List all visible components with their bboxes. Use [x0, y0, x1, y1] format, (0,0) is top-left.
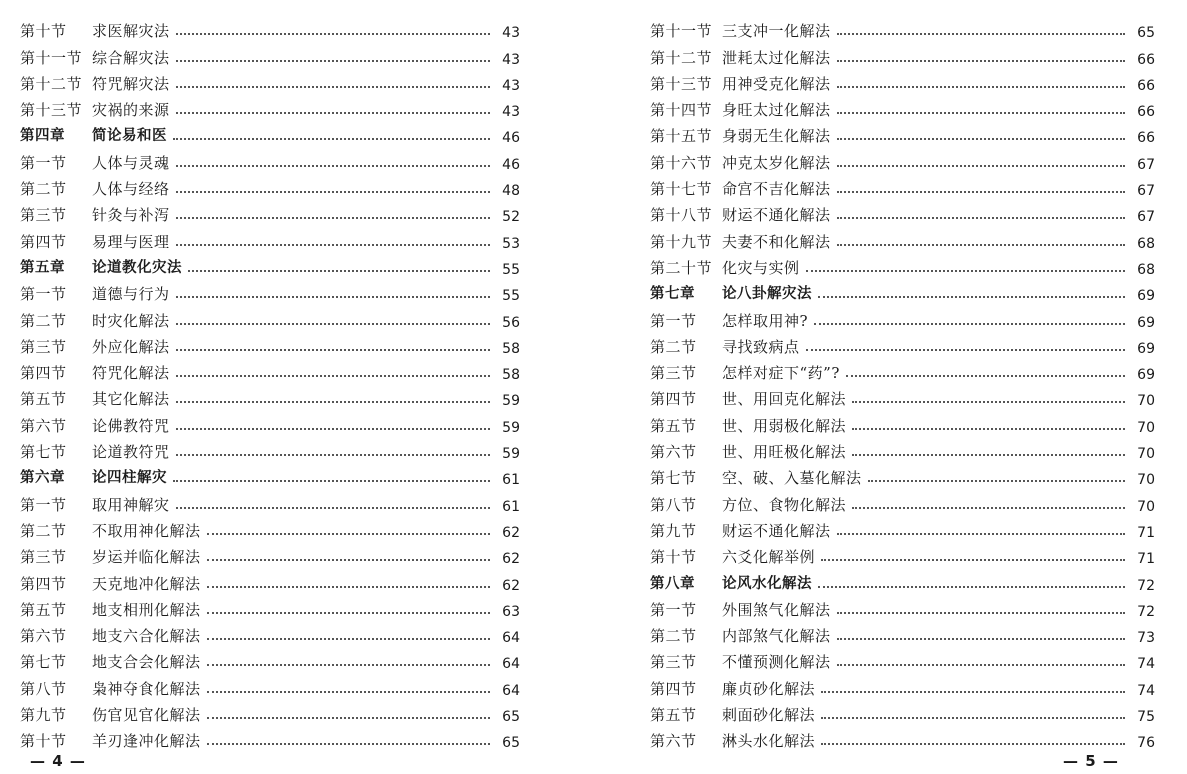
- toc-entry-title: 世、用回克化解法: [722, 390, 847, 409]
- dot-leader: [837, 244, 1125, 246]
- dot-leader: [837, 533, 1125, 535]
- toc-section-row: [650, 671, 1155, 697]
- toc-entry-number: 第四节: [20, 232, 67, 251]
- dot-leader: [837, 638, 1125, 640]
- toc-entry-page: 66: [1137, 77, 1155, 94]
- toc-entry-page: 43: [502, 25, 520, 42]
- toc-entry-title: 世、用弱极化解法: [722, 416, 847, 435]
- toc-entry-number: 第八章: [650, 575, 695, 592]
- toc-entry-page: 73: [1137, 630, 1155, 647]
- toc-entry-page: 69: [1137, 340, 1155, 357]
- dot-leader: [176, 244, 490, 246]
- toc-entry-page: 69: [1137, 314, 1155, 331]
- toc-entry-page: 65: [1137, 25, 1155, 42]
- toc-section-row: [20, 40, 520, 66]
- toc-entry-title: 化灾与实例: [722, 258, 800, 277]
- dot-leader: [176, 323, 490, 325]
- toc-entry-title: 符咒解灾法: [92, 74, 170, 93]
- toc-entry-title: 不取用神化解法: [92, 521, 201, 540]
- toc-entry-title: 泄耗太过化解法: [722, 48, 831, 67]
- toc-entry-number: 第六节: [650, 732, 697, 751]
- toc-section-row: [20, 67, 520, 93]
- toc-entry-title: 论道教符咒: [92, 443, 170, 462]
- dot-leader: [207, 533, 490, 535]
- dot-leader: [207, 743, 490, 745]
- toc-entry-number: 第七节: [20, 443, 67, 462]
- dot-leader: [852, 507, 1125, 509]
- toc-entry-number: 第十七节: [650, 180, 713, 199]
- toc-entry-page: 59: [502, 393, 520, 410]
- dot-leader: [837, 138, 1125, 140]
- toc-entry-title: 外围煞气化解法: [722, 600, 831, 619]
- toc-entry-number: 第十五节: [650, 127, 713, 146]
- dot-leader: [207, 559, 490, 561]
- toc-entry-title: 财运不通化解法: [722, 206, 831, 225]
- dot-leader: [207, 664, 490, 666]
- toc-entry-page: 63: [502, 603, 520, 620]
- toc-entry-number: 第七节: [20, 653, 67, 672]
- toc-entry-page: 68: [1137, 235, 1155, 252]
- dot-leader: [852, 428, 1125, 430]
- toc-entry-page: 53: [502, 235, 520, 252]
- toc-entry-title: 时灾化解法: [92, 311, 170, 330]
- toc-entry-title: 寻找致病点: [722, 337, 800, 356]
- toc-entry-number: 第五节: [650, 706, 697, 725]
- toc-entry-page: 72: [1137, 577, 1155, 594]
- toc-entry-title: 符咒化解法: [92, 364, 170, 383]
- toc-entry-page: 55: [502, 261, 520, 278]
- toc-section-row: [20, 645, 520, 671]
- toc-section-row: [20, 671, 520, 697]
- toc-section-row: [650, 514, 1155, 540]
- toc-entry-title: 地支相刑化解法: [92, 600, 201, 619]
- dot-leader: [176, 349, 490, 351]
- dot-leader: [176, 454, 490, 456]
- toc-entry-title: 淋头水化解法: [722, 732, 816, 751]
- toc-entry-number: 第九节: [650, 521, 697, 540]
- dot-leader: [176, 428, 490, 430]
- toc-entry-title: 针灸与补泻: [92, 206, 170, 225]
- dot-leader: [173, 480, 490, 482]
- toc-entry-page: 62: [502, 577, 520, 594]
- toc-section-row: [20, 487, 520, 513]
- toc-entry-page: 56: [502, 314, 520, 331]
- toc-entry-title: 灾祸的来源: [92, 101, 170, 120]
- toc-entry-page: 72: [1137, 603, 1155, 620]
- dot-leader: [846, 375, 1125, 377]
- dot-leader: [207, 612, 490, 614]
- toc-entry-number: 第四节: [650, 390, 697, 409]
- dot-leader: [176, 165, 490, 167]
- toc-entry-number: 第七节: [650, 469, 697, 488]
- toc-entry-number: 第十节: [20, 22, 67, 41]
- toc-entry-number: 第四节: [650, 679, 697, 698]
- toc-entry-title: 空、破、入墓化解法: [722, 469, 862, 488]
- toc-entry-page: 64: [502, 682, 520, 699]
- dot-leader: [837, 664, 1125, 666]
- toc-entry-page: 43: [502, 51, 520, 68]
- toc-entry-number: 第三节: [20, 337, 67, 356]
- toc-entry-number: 第一节: [650, 600, 697, 619]
- toc-entry-title: 三支冲一化解法: [722, 22, 831, 41]
- toc-section-row: [20, 145, 520, 171]
- toc-section-row: [20, 303, 520, 329]
- dot-leader: [176, 86, 490, 88]
- toc-section-row: [650, 619, 1155, 645]
- toc-entry-title: 外应化解法: [92, 337, 170, 356]
- dot-leader: [176, 33, 490, 35]
- toc-section-row: [20, 724, 520, 750]
- toc-list-right: [650, 14, 1155, 750]
- toc-entry-title: 论佛教符咒: [92, 416, 170, 435]
- toc-entry-number: 第三节: [20, 206, 67, 225]
- toc-chapter-row: [20, 119, 520, 145]
- toc-section-row: [650, 487, 1155, 513]
- toc-entry-page: 70: [1137, 419, 1155, 436]
- toc-entry-number: 第四节: [20, 364, 67, 383]
- dot-leader: [821, 691, 1125, 693]
- toc-section-row: [20, 408, 520, 434]
- toc-entry-page: 71: [1137, 551, 1155, 568]
- toc-entry-number: 第四章: [20, 128, 65, 145]
- toc-entry-page: 58: [502, 340, 520, 357]
- toc-entry-page: 71: [1137, 524, 1155, 541]
- toc-entry-page: 43: [502, 77, 520, 94]
- dot-leader: [821, 717, 1125, 719]
- dot-leader: [173, 138, 490, 140]
- toc-entry-number: 第二节: [650, 627, 697, 646]
- toc-section-row: [650, 435, 1155, 461]
- toc-entry-number: 第六节: [20, 627, 67, 646]
- toc-entry-page: 69: [1137, 367, 1155, 384]
- toc-entry-title: 人体与灵魂: [92, 153, 170, 172]
- dot-leader: [188, 270, 490, 272]
- toc-entry-title: 地支合会化解法: [92, 653, 201, 672]
- toc-entry-page: 74: [1137, 656, 1155, 673]
- toc-entry-title: 财运不通化解法: [722, 521, 831, 540]
- toc-entry-number: 第四节: [20, 574, 67, 593]
- dot-leader: [176, 191, 490, 193]
- toc-entry-page: 75: [1137, 709, 1155, 726]
- toc-entry-page: 70: [1137, 446, 1155, 463]
- toc-section-row: [20, 277, 520, 303]
- dot-leader: [176, 401, 490, 403]
- left-page: [20, 0, 520, 774]
- toc-entry-title: 地支六合化解法: [92, 627, 201, 646]
- toc-entry-page: 48: [502, 183, 520, 200]
- toc-entry-number: 第二节: [20, 311, 67, 330]
- toc-section-row: [650, 645, 1155, 671]
- toc-section-row: [20, 566, 520, 592]
- toc-section-row: [20, 172, 520, 198]
- toc-entry-page: 67: [1137, 183, 1155, 200]
- toc-section-row: [20, 356, 520, 382]
- dot-leader: [818, 296, 1125, 298]
- toc-entry-title: 廉贞砂化解法: [722, 679, 816, 698]
- toc-entry-title: 身弱无生化解法: [722, 127, 831, 146]
- dot-leader: [176, 296, 490, 298]
- toc-entry-title: 方位、食物化解法: [722, 495, 847, 514]
- toc-section-row: [20, 14, 520, 40]
- toc-entry-number: 第六节: [650, 443, 697, 462]
- dot-leader: [176, 217, 490, 219]
- page-number-right: — 5 —: [1063, 752, 1119, 770]
- toc-chapter-row: [650, 566, 1155, 592]
- toc-section-row: [650, 724, 1155, 750]
- toc-entry-title: 命宫不吉化解法: [722, 180, 831, 199]
- toc-entry-title: 人体与经络: [92, 180, 170, 199]
- toc-entry-page: 46: [502, 130, 520, 147]
- toc-section-row: [20, 198, 520, 224]
- dot-leader: [837, 217, 1125, 219]
- toc-entry-title: 羊刃逢冲化解法: [92, 732, 201, 751]
- toc-entry-title: 夫妻不和化解法: [722, 232, 831, 251]
- toc-entry-number: 第二节: [650, 337, 697, 356]
- toc-entry-title: 易理与医理: [92, 232, 170, 251]
- toc-entry-number: 第五节: [650, 416, 697, 435]
- toc-section-row: [20, 593, 520, 619]
- toc-entry-page: 66: [1137, 104, 1155, 121]
- dot-leader: [837, 165, 1125, 167]
- dot-leader: [806, 349, 1125, 351]
- toc-entry-number: 第十节: [650, 548, 697, 567]
- toc-entry-number: 第十三节: [20, 101, 83, 120]
- toc-section-row: [650, 224, 1155, 250]
- toc-entry-number: 第三节: [650, 364, 697, 383]
- toc-entry-page: 67: [1137, 209, 1155, 226]
- toc-entry-page: 66: [1137, 51, 1155, 68]
- toc-entry-title: 怎样对症下“药”?: [722, 364, 840, 383]
- toc-entry-page: 59: [502, 446, 520, 463]
- toc-section-row: [650, 40, 1155, 66]
- toc-entry-page: 58: [502, 367, 520, 384]
- toc-entry-number: 第十三节: [650, 74, 713, 93]
- toc-entry-number: 第六章: [20, 470, 65, 487]
- toc-entry-title: 世、用旺极化解法: [722, 443, 847, 462]
- dot-leader: [821, 559, 1125, 561]
- toc-entry-title: 不懂预测化解法: [722, 653, 831, 672]
- toc-entry-title: 综合解灾法: [92, 48, 170, 67]
- toc-entry-title: 怎样取用神?: [722, 311, 809, 330]
- toc-entry-page: 65: [502, 709, 520, 726]
- toc-entry-number: 第一节: [650, 311, 697, 330]
- toc-section-row: [20, 619, 520, 645]
- toc-entry-page: 76: [1137, 735, 1155, 752]
- toc-entry-page: 52: [502, 209, 520, 226]
- toc-section-row: [650, 67, 1155, 93]
- toc-chapter-row: [20, 251, 520, 277]
- toc-entry-page: 70: [1137, 393, 1155, 410]
- dot-leader: [837, 191, 1125, 193]
- toc-entry-title: 天克地冲化解法: [92, 574, 201, 593]
- toc-entry-page: 62: [502, 551, 520, 568]
- toc-section-row: [650, 382, 1155, 408]
- toc-section-row: [650, 461, 1155, 487]
- toc-entry-number: 第十一节: [650, 22, 713, 41]
- toc-entry-title: 论四柱解灾: [92, 470, 167, 487]
- toc-section-row: [20, 382, 520, 408]
- dot-leader: [207, 691, 490, 693]
- toc-entry-page: 65: [502, 735, 520, 752]
- toc-chapter-row: [20, 461, 520, 487]
- toc-entry-number: 第一节: [20, 285, 67, 304]
- dot-leader: [818, 586, 1125, 588]
- dot-leader: [176, 507, 490, 509]
- toc-entry-page: 69: [1137, 288, 1155, 305]
- toc-entry-title: 身旺太过化解法: [722, 101, 831, 120]
- page-number-left: — 4 —: [30, 752, 86, 770]
- toc-section-row: [20, 514, 520, 540]
- toc-entry-number: 第三节: [20, 548, 67, 567]
- toc-entry-number: 第十四节: [650, 101, 713, 120]
- toc-section-row: [650, 303, 1155, 329]
- toc-entry-title: 其它化解法: [92, 390, 170, 409]
- toc-section-row: [650, 172, 1155, 198]
- dot-leader: [837, 612, 1125, 614]
- toc-entry-title: 取用神解灾: [92, 495, 170, 514]
- dot-leader: [176, 60, 490, 62]
- dot-leader: [806, 270, 1125, 272]
- toc-entry-title: 求医解灾法: [92, 22, 170, 41]
- toc-entry-number: 第八节: [650, 495, 697, 514]
- toc-entry-title: 枭神夺食化解法: [92, 679, 201, 698]
- dot-leader: [837, 33, 1125, 35]
- toc-entry-page: 64: [502, 630, 520, 647]
- toc-entry-number: 第十节: [20, 732, 67, 751]
- toc-entry-page: 70: [1137, 498, 1155, 515]
- toc-section-row: [650, 330, 1155, 356]
- dot-leader: [837, 86, 1125, 88]
- toc-entry-number: 第二节: [20, 180, 67, 199]
- toc-entry-page: 70: [1137, 472, 1155, 489]
- toc-section-row: [650, 119, 1155, 145]
- dot-leader: [207, 638, 490, 640]
- toc-section-row: [20, 93, 520, 119]
- toc-entry-title: 用神受克化解法: [722, 74, 831, 93]
- dot-leader: [868, 480, 1125, 482]
- dot-leader: [207, 717, 490, 719]
- toc-entry-title: 内部煞气化解法: [722, 627, 831, 646]
- toc-entry-title: 岁运并临化解法: [92, 548, 201, 567]
- toc-entry-page: 46: [502, 156, 520, 173]
- toc-section-row: [650, 593, 1155, 619]
- toc-entry-number: 第十一节: [20, 48, 83, 67]
- toc-section-row: [650, 356, 1155, 382]
- toc-entry-page: 64: [502, 656, 520, 673]
- toc-entry-title: 刺面砂化解法: [722, 706, 816, 725]
- toc-entry-number: 第十八节: [650, 206, 713, 225]
- dot-leader: [837, 112, 1125, 114]
- toc-entry-number: 第十二节: [650, 48, 713, 67]
- dot-leader: [837, 60, 1125, 62]
- toc-entry-page: 68: [1137, 261, 1155, 278]
- toc-entry-page: 59: [502, 419, 520, 436]
- toc-entry-title: 论八卦解灾法: [722, 286, 812, 303]
- toc-entry-number: 第三节: [650, 653, 697, 672]
- toc-entry-number: 第十六节: [650, 153, 713, 172]
- dot-leader: [814, 323, 1125, 325]
- toc-entry-page: 66: [1137, 130, 1155, 147]
- toc-section-row: [650, 540, 1155, 566]
- toc-entry-number: 第七章: [650, 286, 695, 303]
- toc-entry-number: 第五节: [20, 390, 67, 409]
- toc-entry-number: 第十九节: [650, 232, 713, 251]
- toc-entry-page: 43: [502, 104, 520, 121]
- toc-entry-number: 第五章: [20, 259, 65, 276]
- toc-entry-title: 道德与行为: [92, 285, 170, 304]
- toc-section-row: [650, 251, 1155, 277]
- toc-entry-page: 61: [502, 472, 520, 489]
- dot-leader: [852, 401, 1125, 403]
- toc-entry-number: 第五节: [20, 600, 67, 619]
- toc-entry-page: 61: [502, 498, 520, 515]
- toc-entry-number: 第一节: [20, 495, 67, 514]
- toc-section-row: [650, 93, 1155, 119]
- toc-entry-number: 第二节: [20, 521, 67, 540]
- toc-entry-title: 伤官见官化解法: [92, 706, 201, 725]
- toc-section-row: [20, 698, 520, 724]
- toc-entry-number: 第八节: [20, 679, 67, 698]
- toc-entry-page: 74: [1137, 682, 1155, 699]
- toc-chapter-row: [650, 277, 1155, 303]
- dot-leader: [207, 586, 490, 588]
- toc-entry-number: 第一节: [20, 153, 67, 172]
- dot-leader: [176, 375, 490, 377]
- toc-entry-title: 论道教化灾法: [92, 259, 182, 276]
- toc-section-row: [20, 224, 520, 250]
- toc-entry-title: 冲克太岁化解法: [722, 153, 831, 172]
- dot-leader: [821, 743, 1125, 745]
- toc-section-row: [650, 14, 1155, 40]
- toc-entry-page: 62: [502, 524, 520, 541]
- dot-leader: [176, 112, 490, 114]
- toc-entry-number: 第十二节: [20, 74, 83, 93]
- toc-section-row: [650, 698, 1155, 724]
- toc-entry-title: 六爻化解举例: [722, 548, 816, 567]
- toc-section-row: [650, 198, 1155, 224]
- toc-section-row: [650, 408, 1155, 434]
- right-page: [650, 0, 1155, 774]
- toc-section-row: [650, 145, 1155, 171]
- toc-entry-page: 67: [1137, 156, 1155, 173]
- toc-list-left: [20, 14, 520, 750]
- toc-section-row: [20, 330, 520, 356]
- toc-section-row: [20, 435, 520, 461]
- toc-entry-title: 论风水化解法: [722, 575, 812, 592]
- toc-entry-number: 第九节: [20, 706, 67, 725]
- dot-leader: [852, 454, 1125, 456]
- toc-entry-page: 55: [502, 288, 520, 305]
- toc-entry-number: 第六节: [20, 416, 67, 435]
- toc-entry-title: 简论易和医: [92, 128, 167, 145]
- toc-entry-number: 第二十节: [650, 258, 713, 277]
- toc-section-row: [20, 540, 520, 566]
